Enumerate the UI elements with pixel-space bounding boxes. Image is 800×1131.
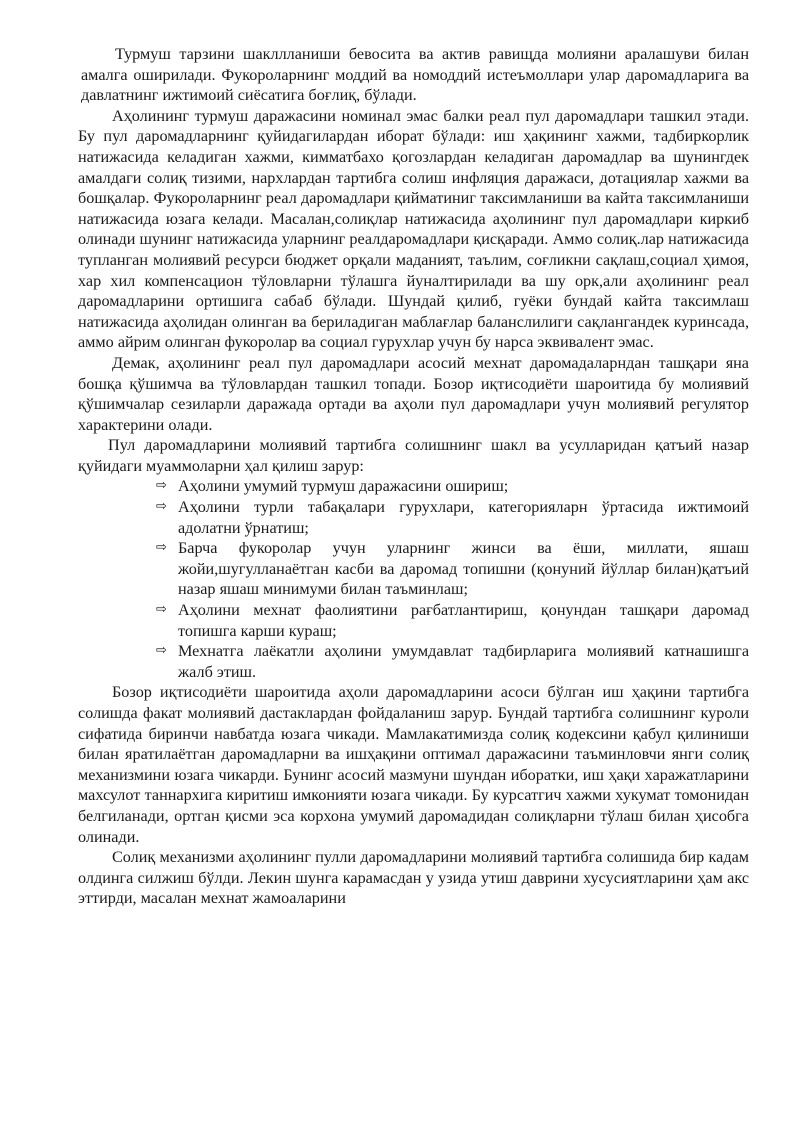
list-item <box>156 538 749 600</box>
list-item-text: Аҳолини турли табақалари гурухлари, категорияларн ўртасида ижтимоий адолатни ўрнатиш; <box>178 498 749 537</box>
paragraph-real-income: Аҳолининг турмуш даражасини номинал эмас балки реал пул даромадлари ташкил этади. Бу пул даромадларнинг қуйидагилардан иборат бўлади: иш ҳақининг хажми, тадбиркорлик натижасида келадиган хажми, кимматбахо қогозлардан келадиган даромадлар ва шунингдек амалдаги солиқ тизими, нархлардан тартибга солиш инфляция даражаси, дотациялар хажми ва бошқалар. Фукороларнинг реал даромадлари қийматиниг таксимланиши ва кайта таксимланиши натижасида юзага келади. Масалан,солиқлар натижасида аҳолининг пул даромадлари киркиб олинади шунинг натижасида уларнинг реалдаромадлари қисқаради. Аммо солиқ.лар натижасида тупланган молиявий ресурси бюджет орқали маданият, таълим, соғликни сақлаш,социал ҳимоя, хар хил компенсацион тўловларни тўлашга йуналтирилади ва шу орк,али аҳолининг реал даромадларини ортишига сабаб бўлади. Шундай қилиб, гуёки бундай кайта таксимлаш натижасида аҳолидан олинган ва бериладиган маблағлар баланслилиги сақлангандек куринсада, аммо айрим олинган фукоролар ва социал гурухлар учун бу нарса эквивалент эмас. <box>78 106 749 352</box>
paragraph-lifestyle-finance: Турмуш тарзини шакллланиши бевосита ва актив равищда молияни аралашуви билан амалга оширилади. Фукороларнинг моддий ва номоддий истеъмоллари улар даромадларига ва давлатнинг ижтимоий сиёсатига боғлиқ, бўлади. <box>81 45 749 105</box>
list-item <box>156 476 749 497</box>
list-item-text: Барча фукоролар учун уларнинг жинси ва ёши, миллати, яшаш жойи,шугулланаётган касби ва даромад топишни (қонуний йўллар билан)қатъий назар яшаш минимуми билан таъминлаш; <box>178 539 749 599</box>
paragraph-tasks-intro: Пул даромадларини молиявий тартибга солишнинг шакл ва усулларидан қатъий назар қуйидаги муаммоларни ҳал қилиш зарур: <box>78 436 749 475</box>
list-item-text: Мехнатга лаёкатли аҳолини умумдавлат тадбирларига молиявий катнашишга жалб этиш. <box>178 642 749 681</box>
paragraph-tax-mechanism: Солиқ механизми аҳолининг пулли даромадларини молиявий тартибга солишида бир кадам олдинга силжиш бўлди. Лекин шунга карамасдан у узида утиш даврини хусусиятларини ҳам акс эттирди, масалан мехнат жамоаларини <box>78 848 749 908</box>
arrow-right-icon: ⇨ <box>156 540 167 556</box>
tasks-list <box>78 476 749 682</box>
document-page <box>78 44 749 909</box>
list-item <box>156 600 749 641</box>
list-item <box>156 497 749 538</box>
paragraph-wage-regulation: Бозор иқтисодиёти шароитида аҳоли даромадларини асоси бўлган иш ҳақини тартибга солишда факат молиявий дастаклардан фойдаланиш зарур. Бундай тартибга солишнинг куроли сифатида биринчи навбатда юзага чикади. Мамлакатимизда солиқ кодексини қабул қилиниши билан яратилаётган даромадларни ва ишҳақини оптимал даражасини таъминловчи янги солиқ механизмини юзага чикарди. Бунинг асосий мазмуни шундан иборатки, иш ҳақи харажатларини махсулот таннархига киритиш имконияти юзага чикади. Бу курсатгич хажми хукумат томонидан белгиланади, ортган қисми эса корхона умумий даромадидан солиқларни тўлаш билан ҳисобга олинади. <box>78 683 749 846</box>
arrow-right-icon: ⇨ <box>156 602 167 618</box>
arrow-right-icon: ⇨ <box>156 499 167 515</box>
list-item <box>156 641 749 682</box>
list-item-text: Аҳолини мехнат фаолиятини рағбатлантириш, қонундан ташқари даромад топишга карши кураш; <box>178 601 749 640</box>
arrow-right-icon: ⇨ <box>156 478 167 494</box>
list-item-text: Аҳолини умумий турмуш даражасини ошириш; <box>178 477 509 496</box>
arrow-right-icon: ⇨ <box>156 643 167 659</box>
paragraph-additional-payments: Демак, аҳолининг реал пул даромадлари асосий мехнат даромадаларндан ташқари яна бошқа қўшимча ва тўловлардан ташкил топади. Бозор иқтисодиёти шароитида бу молиявий қўшимчалар сезиларли даражада ортади ва аҳоли пул даромадлари учун молиявий регулятор характерини олади. <box>78 353 749 434</box>
